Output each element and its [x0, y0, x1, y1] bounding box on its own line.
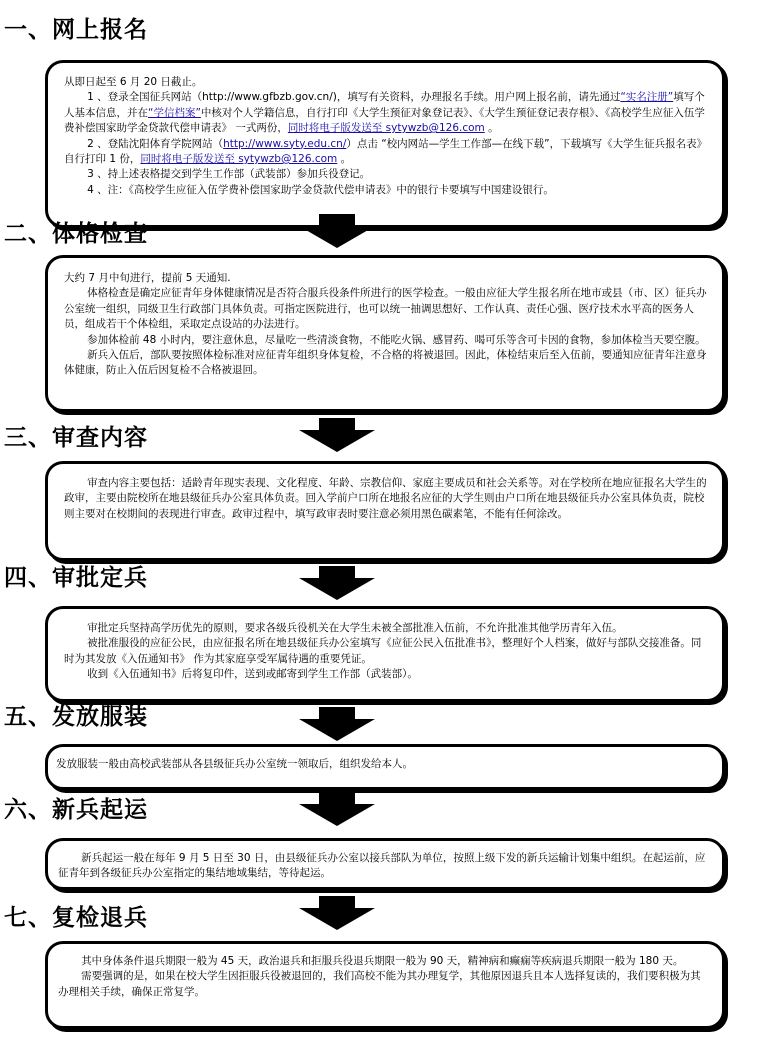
email-submission-link[interactable]: 同时将电子版发送至 sytywzb@126.com	[287, 122, 485, 135]
section-heading-registration: 一、网上报名	[4, 16, 148, 43]
registration-step-3: 3 、持上述表格提交到学生工作部（武装部）参加兵役登记。	[87, 168, 371, 181]
recheck-emphasis: 需要强调的是，如果在校大学生因拒服兵役被退回的，我们高校不能为其办理复学，其他原因退兵且本人选择复读的，我们要积极为其办理相关手续，确保正常复学。	[58, 970, 701, 998]
section-heading-review: 三、审查内容	[4, 424, 148, 451]
recheck-deadlines: 其中身体条件退兵期限一般为 45 天，政治退兵和拒服兵役退兵期限一般为 90 天，精神病和癫痫等疾病退兵期限一般为 180 天。	[81, 955, 684, 967]
exam-preparation: 参加体检前 48 小时内，要注意休息，尽量吃一些清淡食物，不能吃火锅、感冒药、喝可乐等含可卡因的食物，参加体检当天要空腹。	[87, 333, 706, 346]
review-description: 审查内容主要包括：适龄青年现实表现、文化程度、年龄、宗教信仰、家庭主要成员和社会关系等。对在学校所在地应征报名大学生的政审，主要由院校所在地县级征兵办公室具体负责。回入学前户口所在地报名应征的大学生则由户口所在地县级征兵办公室具体负责，院校则主要对在校期间的表现进行审查。政审过程中，填写政审表时要注意必须用黑色碳素笔，不能有任何涂改。	[64, 477, 707, 520]
physical-exam-box	[45, 255, 725, 412]
section-heading-physical-exam: 二、体格检查	[4, 220, 148, 247]
section-heading-recheck: 七、复检退兵	[4, 904, 148, 931]
arrow-down-icon	[299, 707, 375, 741]
email-submission-link-2[interactable]: 同时将电子版发送至 sytywzb@126.com	[140, 153, 338, 166]
approval-procedure: 被批准服役的应征公民，由应征报名所在地县级征兵办公室填写《应征公民入伍批准书》，整理好个人档案，做好与部队交接准备。同时为其发放《入伍通知书》 作为其家庭享受军属待遇的重要凭证。	[64, 637, 702, 665]
review-box	[45, 461, 725, 561]
real-name-registration-link[interactable]: “实名注册”	[620, 91, 674, 104]
section-heading-transport: 六、新兵起运	[4, 796, 148, 823]
registration-deadline: 从即日起至 6 月 20 日截止。	[64, 76, 203, 88]
registration-step-2: 2 、登陆沈阳体育学院网站（http://www.syty.edu.cn/）点击 “校内网站—学生工作部—在线下载”，下载填写《大学生征兵报名表》 自行打印 1 份，同时将电子版发送至 sytywzb@126.com 。	[64, 137, 708, 166]
school-website-link[interactable]: http://www.syty.edu.cn/	[223, 137, 347, 150]
section-heading-uniform: 五、发放服装	[4, 703, 148, 730]
arrow-down-icon	[299, 896, 375, 930]
arrow-down-icon	[299, 566, 375, 600]
arrow-down-icon	[299, 418, 375, 452]
approval-box	[45, 606, 725, 702]
exam-timing: 大约 7 月中旬进行，提前 5 天通知.	[64, 272, 231, 284]
transport-box	[45, 838, 725, 890]
exam-recheck: 新兵入伍后，部队要按照体检标准对应征青年组织身体复检，不合格的将被退回。因此，体检结束后至入伍前，要通知应征青年注意身体健康，防止入伍后因复检不合格被退回。	[64, 349, 707, 377]
academic-records-link[interactable]: “学信档案”	[148, 106, 201, 119]
approval-principle: 审批定兵坚持高学历优先的原则，要求各级兵役机关在大学生未被全部批准入伍前，不允许批准其他学历青年入伍。	[87, 622, 623, 634]
transport-description: 新兵起运一般在每年 9 月 5 日至 30 日，由县级征兵办公室以接兵部队为单位，按照上级下发的新兵运输计划集中组织。在起运前，应征青年到各级征兵办公室指定的集结地域集结，等待起运。	[58, 852, 706, 880]
arrow-down-icon	[299, 792, 375, 826]
registration-note: 4 、注：《高校学生应征入伍学费补偿国家助学金贷款代偿申请表》中的银行卡要填写中国建设银行。	[87, 183, 554, 196]
approval-notice-copy: 收到《入伍通知书》后将复印件，送到或邮寄到学生工作部（武装部）。	[87, 668, 418, 681]
uniform-description: 发放服装一般由高校武装部从各县级征兵办公室统一领取后，组织发给本人。	[56, 758, 413, 770]
section-heading-approval: 四、审批定兵	[4, 564, 148, 591]
arrow-down-icon	[299, 214, 375, 248]
uniform-box	[45, 744, 725, 790]
recheck-box	[45, 941, 725, 1029]
exam-description: 体格检查是确定应征青年身体健康情况是否符合服兵役条件所进行的医学检查。一般由应征大学生报名所在地市或县（市、区）征兵办公室统一组织，同级卫生行政部门具体负责。可指定医院进行，也可以统一抽调思想好、工作认真、责任心强、医疗技术水平高的医务人员，组成若干个体检组，采取定点设站的办法进行。	[64, 287, 707, 331]
registration-step-1: 1 、登录全国征兵网站（http://www.gfbzb.gov.cn/)，填写有关资料，办理报名手续。用户网上报名前，请先通过“实名注册”填写个人基本信息，并在“学信档案”中核对个人学籍信息，自行打印《大学生预征对象登记表》、《大学生预征登记表存根》、《高校学生应征入伍学费补偿国家助学金贷款代偿申请表》 一式两份，同时将电子版发送至 sytywzb@126.com 。	[64, 91, 705, 135]
registration-box	[45, 60, 725, 228]
